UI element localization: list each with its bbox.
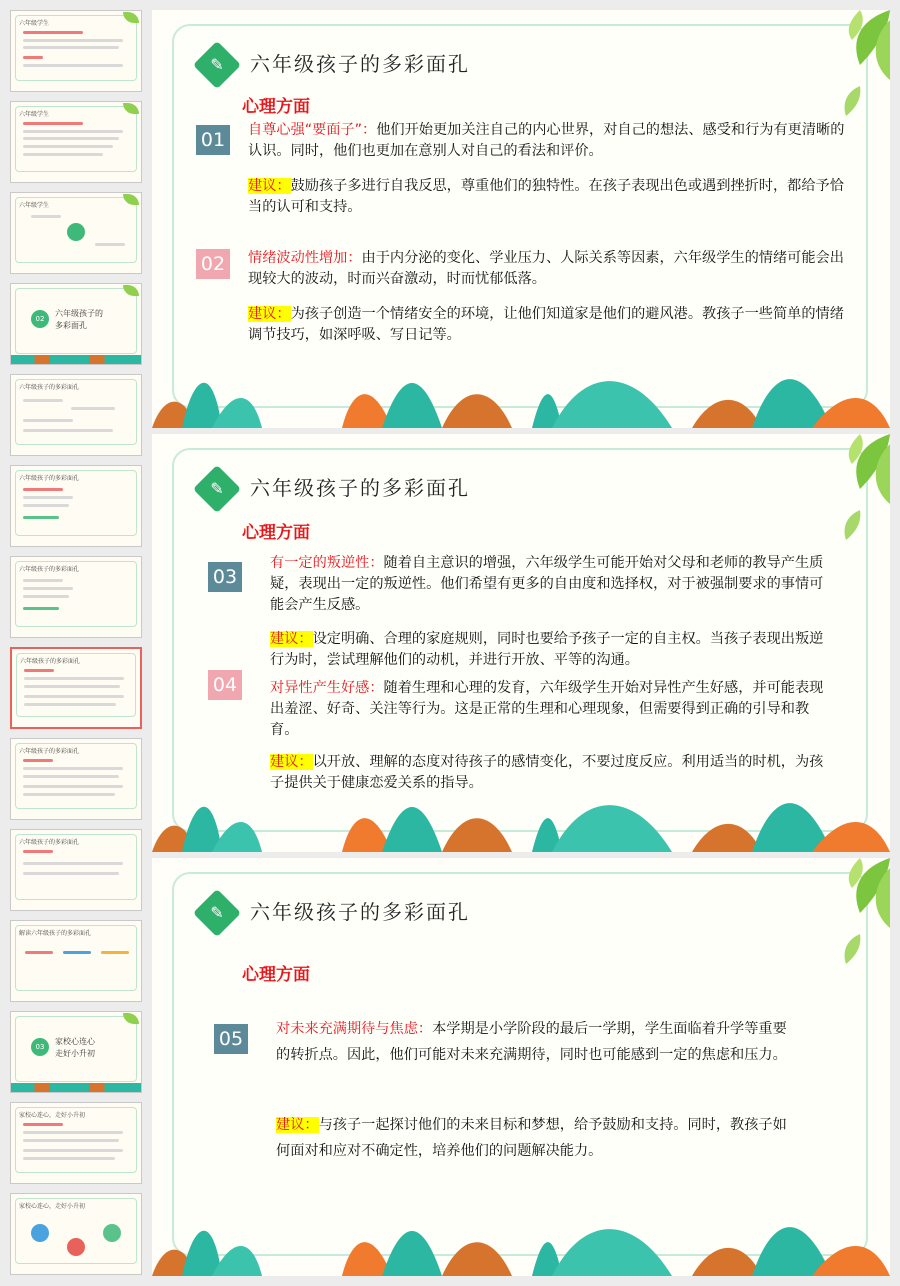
slide-canvas-1 bbox=[152, 10, 890, 428]
leaves-decoration-icon bbox=[800, 434, 890, 514]
slide-thumbnail-3[interactable]: 六年级学生 bbox=[10, 192, 142, 274]
leaves-decoration-icon bbox=[800, 10, 890, 90]
slide-thumbnail-12[interactable]: 03 家校心连心 走好小升初 bbox=[10, 1011, 142, 1093]
slide-thumbnail-11[interactable]: 解读六年级孩子的多彩面孔 bbox=[10, 920, 142, 1002]
slide-thumbnail-9[interactable]: 六年级孩子的多彩面孔 bbox=[10, 738, 142, 820]
advice-paragraph: 建议：鼓励孩子多进行自我反思，尊重他们的独特性。在孩子表现出色或遇到挫折时，都给予恰当的认可和支持。 bbox=[248, 178, 844, 215]
slide-heading: 六年级孩子的多彩面孔 bbox=[250, 900, 470, 924]
advice-paragraph: 建议：与孩子一起探讨他们的未来目标和梦想，给予鼓励和支持。同时，教孩子如何面对和应对不确定性，培养他们的问题解决能力。 bbox=[276, 1117, 787, 1159]
item-paragraph: 有一定的叛逆性：随着自主意识的增强，六年级学生可能开始对父母和老师的教导产生质疑，表现出一定的叛逆性。他们希望有更多的自由度和选择权，对于被强制要求的事情可能会产生反感。 bbox=[270, 555, 824, 613]
slide-thumbnail-8[interactable]: 六年级孩子的多彩面孔 bbox=[10, 647, 142, 729]
leaf-icon bbox=[842, 86, 864, 116]
edit-note-icon: ✎ bbox=[193, 889, 241, 937]
item-number-badge: 04 bbox=[208, 670, 242, 700]
slide-thumbnail-6[interactable]: 六年级孩子的多彩面孔 bbox=[10, 465, 142, 547]
slide-canvas-3 bbox=[152, 858, 890, 1276]
edit-note-icon: ✎ bbox=[193, 41, 241, 89]
plants-decoration-icon bbox=[152, 772, 890, 852]
item-paragraph: 自尊心强“要面子”：他们开始更加关注自己的内心世界，对自己的想法、感受和行为有更清晰的认识。同时，他们也更加在意别人对自己的看法和评价。 bbox=[248, 122, 845, 159]
slide-thumbnail-13[interactable]: 家校心连心，走好小升初 bbox=[10, 1102, 142, 1184]
slide-thumbnail-2[interactable]: 六年级学生 bbox=[10, 101, 142, 183]
slide-heading: 六年级孩子的多彩面孔 bbox=[250, 476, 470, 500]
item-number-badge: 03 bbox=[208, 562, 242, 592]
slide-heading: 六年级孩子的多彩面孔 bbox=[250, 52, 470, 76]
leaf-icon bbox=[842, 510, 864, 540]
slide-thumbnail-5[interactable]: 六年级孩子的多彩面孔 bbox=[10, 374, 142, 456]
section-title: 心理方面 bbox=[242, 965, 310, 985]
slide-thumbnail-1[interactable]: 六年级学生 bbox=[10, 10, 142, 92]
advice-paragraph: 建议：为孩子创造一个情绪安全的环境，让他们知道家是他们的避风港。教孩子一些简单的情绪调节技巧，如深呼吸、写日记等。 bbox=[248, 306, 844, 343]
slide-thumbnail-10[interactable]: 六年级孩子的多彩面孔 bbox=[10, 829, 142, 911]
slide-canvas-2 bbox=[152, 434, 890, 852]
plants-decoration-icon bbox=[152, 1196, 890, 1276]
section-title: 心理方面 bbox=[242, 97, 310, 117]
leaves-decoration-icon bbox=[800, 858, 890, 938]
item-paragraph: 对异性产生好感：随着生理和心理的发育，六年级学生开始对异性产生好感，并可能表现出羞涩、好奇、关注等行为。这是正常的生理和心理现象，但需要得到正确的引导和教育。 bbox=[270, 680, 824, 738]
plants-decoration-icon bbox=[152, 348, 890, 428]
slide-thumbnail-7[interactable]: 六年级孩子的多彩面孔 bbox=[10, 556, 142, 638]
item-number-badge: 01 bbox=[196, 125, 230, 155]
edit-note-icon: ✎ bbox=[193, 465, 241, 513]
advice-paragraph: 建议：设定明确、合理的家庭规则，同时也要给予孩子一定的自主权。当孩子表现出叛逆行为时，尝试理解他们的动机，并进行开放、平等的沟通。 bbox=[270, 631, 824, 668]
slide-thumbnail-panel bbox=[0, 0, 150, 1286]
item-paragraph: 情绪波动性增加：由于内分泌的变化、学业压力、人际关系等因素，六年级学生的情绪可能会出现较大的波动，时而兴奋激动，时而忧郁低落。 bbox=[248, 250, 844, 287]
item-number-badge: 05 bbox=[214, 1024, 248, 1054]
slide-thumbnail-4[interactable]: 02 六年级孩子的 多彩面孔 bbox=[10, 283, 142, 365]
slide-thumbnail-14[interactable]: 家校心连心，走好小升初 bbox=[10, 1193, 142, 1275]
leaf-icon bbox=[842, 934, 864, 964]
advice-paragraph: 建议：以开放、理解的态度对待孩子的感情变化，不要过度反应。利用适当的时机，为孩子提供关于健康恋爱关系的指导。 bbox=[270, 754, 824, 791]
item-paragraph: 对未来充满期待与焦虑：本学期是小学阶段的最后一学期，学生面临着升学等重要的转折点。因此，他们可能对未来充满期待，同时也可能感到一定的焦虑和压力。 bbox=[276, 1021, 787, 1063]
item-number-badge: 02 bbox=[196, 249, 230, 279]
section-title: 心理方面 bbox=[242, 523, 310, 543]
